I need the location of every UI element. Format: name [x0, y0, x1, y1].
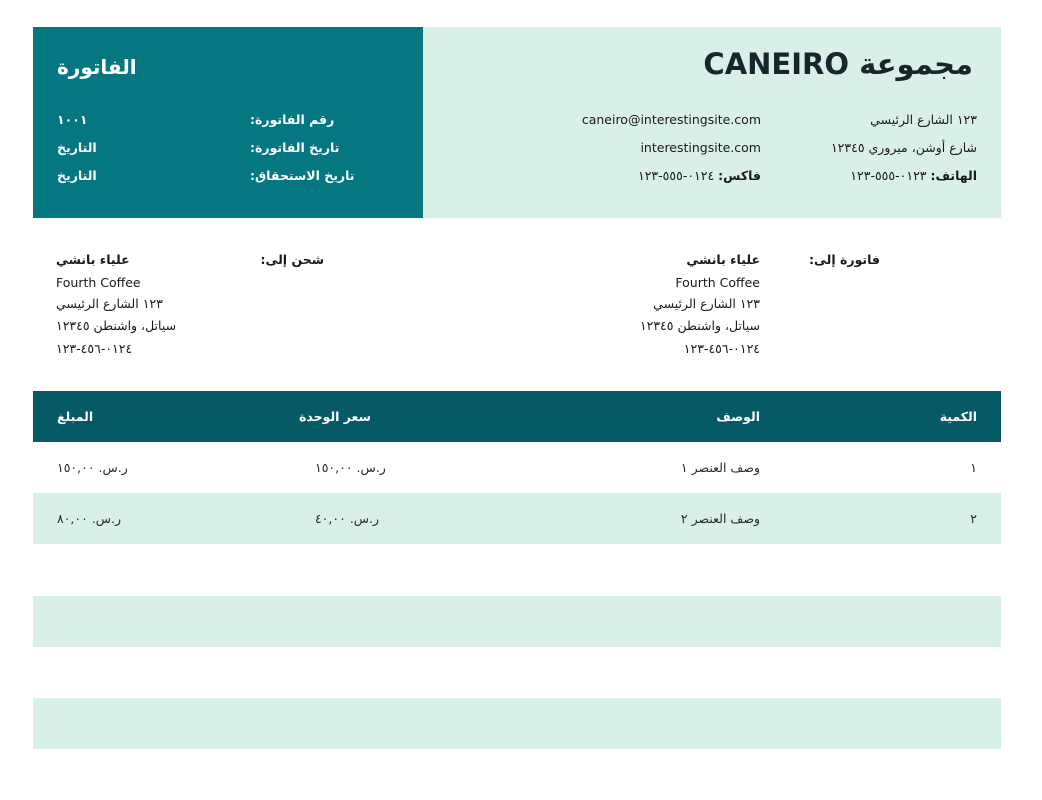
row-description: وصف العنصر ١: [680, 460, 760, 475]
ship-to-phone: ٠١٢٤-٤٥٦-١٢٣: [56, 341, 133, 356]
company-fax: [638, 168, 761, 183]
table-row: [33, 647, 1001, 698]
company-name: مجموعة CANEIRO: [703, 47, 973, 81]
phone-label: الهاتف:: [930, 168, 977, 183]
company-address-line1: ١٢٣ الشارع الرئيسي: [870, 112, 977, 127]
fax-label: فاكس:: [718, 168, 761, 183]
ship-to-name: علياء بانشي: [56, 252, 130, 267]
phone-value: ٠١٢٣-٥٥٥-١٢٣: [850, 168, 927, 183]
header-unit-price: سعر الوحدة: [299, 409, 371, 424]
table-row: [33, 596, 1001, 647]
company-email[interactable]: caneiro@interestingsite.com: [581, 112, 761, 127]
invoice-title: الفاتورة: [57, 55, 137, 79]
bill-to-address: ١٢٣ الشارع الرئيسي: [653, 296, 760, 311]
bill-to-name: علياء بانشي: [686, 252, 760, 267]
ship-to-city: سياتل، واشنطن ١٢٣٤٥: [56, 318, 177, 333]
row-qty: ١: [970, 460, 977, 475]
company-website[interactable]: interestingsite.com: [640, 140, 761, 155]
row-description: وصف العنصر ٢: [680, 511, 760, 526]
company-phone: [850, 168, 977, 183]
company-header-panel: [423, 27, 1001, 218]
table-row: [33, 442, 1001, 493]
row-amount: ر.س. ٨٠,٠٠: [57, 511, 122, 526]
invoice-due-value: التاريخ: [57, 168, 97, 183]
fax-value: ٠١٢٤-٥٥٥-١٢٣: [637, 168, 715, 183]
header-description: الوصف: [716, 409, 760, 424]
row-amount: ر.س. ١٥٠,٠٠: [57, 460, 128, 475]
bill-to-city: سياتل، واشنطن ١٢٣٤٥: [639, 318, 760, 333]
bill-to-label: فاتورة إلى:: [809, 252, 880, 267]
items-table-header: [33, 391, 1001, 442]
bill-to-company: Fourth Coffee: [675, 275, 760, 290]
invoice-date-value: التاريخ: [57, 140, 97, 155]
row-unit-price: ر.س. ١٥٠,٠٠: [315, 460, 386, 475]
table-row: [33, 493, 1001, 544]
header-qty: الكمية: [939, 409, 977, 424]
invoice-number-value: ١٠٠١: [57, 112, 88, 127]
ship-to-address: ١٢٣ الشارع الرئيسي: [56, 296, 163, 311]
row-qty: ٢: [970, 511, 977, 526]
table-row: [33, 698, 1001, 749]
table-row: [33, 544, 1001, 595]
bill-to-phone: ٠١٢٤-٤٥٦-١٢٣: [683, 341, 760, 356]
company-address-line2: شارع أوشن، ميروري ١٢٣٤٥: [830, 140, 977, 155]
invoice-header-panel: [33, 27, 423, 218]
invoice-date-label: تاريخ الفاتورة:: [250, 140, 340, 155]
ship-to-label: شحن إلى:: [260, 252, 324, 267]
header-amount: المبلغ: [57, 409, 94, 424]
invoice-number-label: رقم الفاتورة:: [250, 112, 335, 127]
row-unit-price: ر.س. ٤٠,٠٠: [315, 511, 380, 526]
invoice-due-label: تاريخ الاستحقاق:: [250, 168, 355, 183]
ship-to-company: Fourth Coffee: [56, 275, 141, 290]
